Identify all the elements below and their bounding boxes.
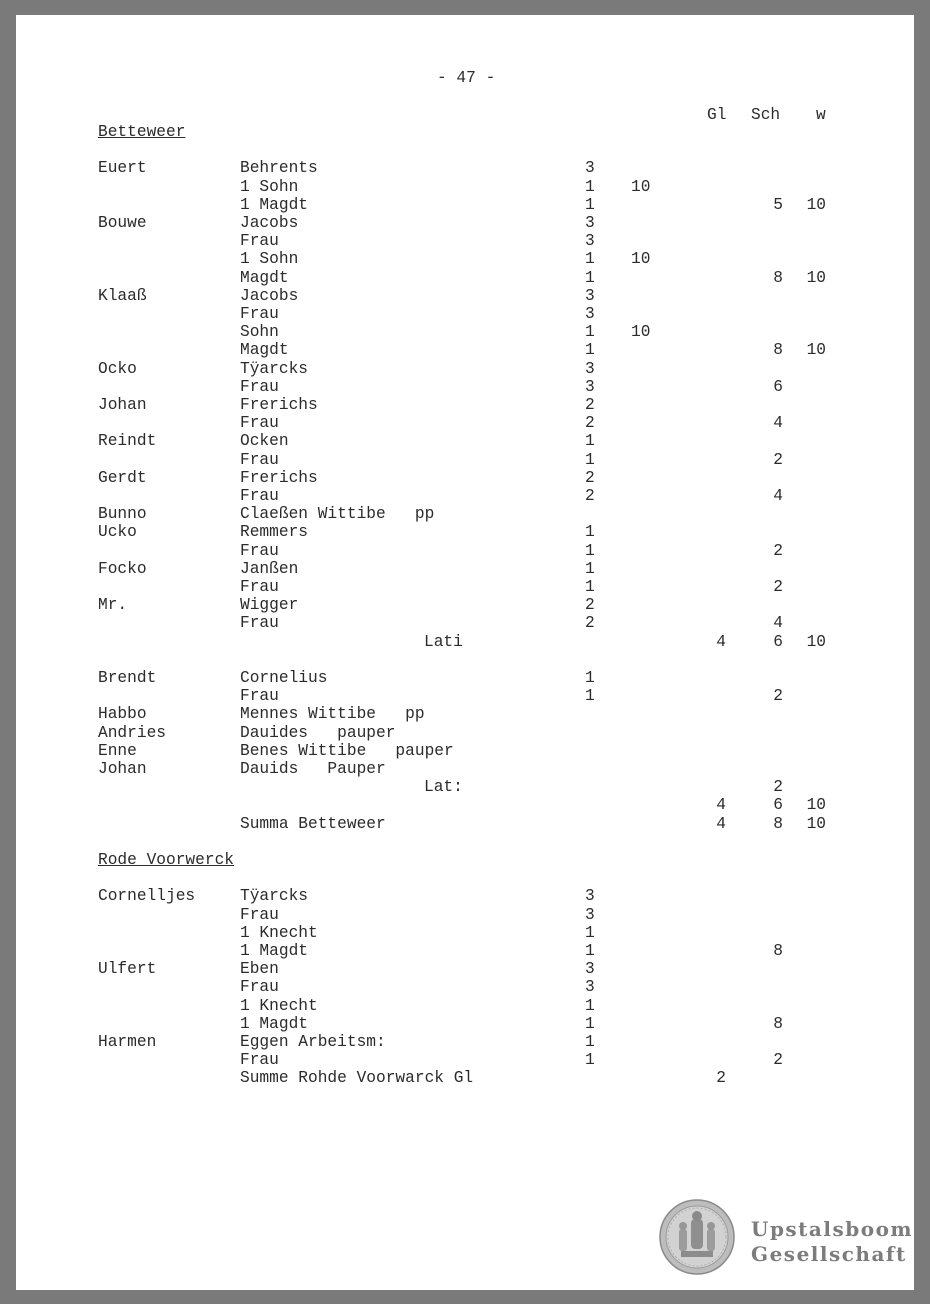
row-name: Eben [240, 960, 279, 979]
row-name: Magdt [240, 341, 289, 360]
row-name: 1 Sohn [240, 250, 299, 269]
row-name: Ocken [240, 432, 289, 451]
row-w: 10 [806, 814, 826, 833]
row-subtotal-label: Lati [424, 632, 463, 651]
row-name: Frau [240, 1051, 279, 1070]
row-first-name: Ocko [98, 359, 137, 378]
row-name: Eggen Arbeitsm: [240, 1033, 386, 1051]
row-name: Frau [240, 487, 279, 505]
row-count: 3 [585, 214, 595, 232]
row-sch: 2 [773, 450, 783, 469]
row-count: 2 [585, 396, 595, 414]
row-first-name: Harmen [98, 1033, 157, 1051]
row-name: Claeßen Wittibe pp [240, 505, 435, 524]
logo-line-2: Gesellschaft [751, 1242, 907, 1266]
row-name: Mennes Wittibe pp [240, 705, 425, 724]
row-count: 1 [585, 177, 595, 196]
row-count: 1 [585, 578, 595, 596]
row-count: 2 [585, 596, 595, 615]
row-count: 1 [585, 559, 595, 578]
row-count: 1 [585, 195, 595, 214]
row-count: 3 [585, 978, 595, 997]
row-first-name: Bouwe [98, 214, 147, 232]
logo-line-1: Upstalsboom [751, 1217, 914, 1241]
row-sch: 2 [773, 541, 783, 560]
row-first-name: Johan [98, 396, 147, 414]
row-count: 2 [585, 487, 595, 505]
row-count: 1 [585, 541, 595, 560]
row-name: 1 Magdt [240, 1014, 308, 1033]
row-name: Janßen [240, 559, 299, 578]
row-name: Benes Wittibe pauper [240, 741, 454, 760]
row-name: Jacobs [240, 214, 299, 232]
row-count: 3 [585, 887, 595, 906]
row-first-name: Bunno [98, 505, 147, 524]
row-first-name: Ucko [98, 523, 137, 542]
row-name: Sohn [240, 323, 279, 342]
col-header-sch: Sch [751, 106, 781, 124]
row-amount: 10 [631, 250, 651, 269]
row-name: Dauids Pauper [240, 760, 386, 778]
row-w: 10 [806, 632, 826, 651]
document-page [16, 15, 914, 1290]
row-name: 1 Knecht [240, 923, 318, 942]
row-gl: 4 [716, 632, 726, 651]
row-sch: 4 [773, 414, 783, 433]
row-count: 3 [585, 159, 595, 178]
row-sch: 8 [773, 814, 783, 833]
row-first-name: Enne [98, 741, 137, 760]
row-name: Frau [240, 305, 279, 323]
page-number: - 47 - [437, 69, 496, 87]
row-name: 1 Magdt [240, 942, 308, 960]
row-count: 3 [585, 377, 595, 396]
row-first-name: Klaaß [98, 286, 147, 305]
section-title: Rode Voorwerck [98, 851, 234, 869]
row-sch: 6 [773, 377, 783, 396]
row-name: Frerichs [240, 396, 318, 414]
row-name: Frau [240, 578, 279, 596]
row-first-name: Mr. [98, 596, 128, 615]
row-first-name: Johan [98, 760, 147, 778]
row-name: Tÿarcks [240, 887, 308, 906]
row-name: Frau [240, 614, 279, 633]
row-count: 1 [585, 250, 595, 269]
row-first-name: Habbo [98, 705, 147, 724]
row-name: Frau [240, 414, 279, 433]
row-name: Cornelius [240, 669, 328, 687]
row-subtotal-label: Lat: [424, 778, 463, 797]
row-first-name: Focko [98, 559, 147, 578]
row-count: 1 [585, 996, 595, 1015]
seal-logo [659, 1199, 735, 1275]
row-sch: 8 [773, 268, 783, 287]
row-first-name: Gerdt [98, 468, 147, 487]
row-name: Magdt [240, 268, 289, 287]
row-first-name: Euert [98, 159, 147, 178]
row-gl: 4 [716, 796, 726, 815]
row-count: 3 [585, 232, 595, 251]
row-name: Dauides pauper [240, 723, 396, 742]
row-name: Frau [240, 978, 279, 997]
row-name: 1 Magdt [240, 195, 308, 214]
row-sch: 6 [773, 796, 783, 815]
row-count: 1 [585, 942, 595, 960]
row-count: 3 [585, 905, 595, 924]
row-w: 10 [806, 796, 826, 815]
row-first-name: Andries [98, 723, 166, 742]
row-name: Frau [240, 232, 279, 251]
row-name: 1 Knecht [240, 996, 318, 1015]
row-count: 3 [585, 359, 595, 378]
row-count: 1 [585, 341, 595, 360]
col-header-w: w [816, 106, 826, 124]
row-first-name: Ulfert [98, 960, 157, 979]
row-count: 1 [585, 432, 595, 451]
row-amount: 10 [631, 323, 651, 342]
row-count: 3 [585, 305, 595, 323]
row-sch: 2 [773, 1051, 783, 1070]
row-sch: 2 [773, 778, 783, 797]
row-count: 1 [585, 669, 595, 687]
row-name: 1 Sohn [240, 177, 299, 196]
row-name: Remmers [240, 523, 308, 542]
row-count: 2 [585, 414, 595, 433]
row-name: Jacobs [240, 286, 299, 305]
row-sch: 2 [773, 578, 783, 596]
row-name: Frau [240, 450, 279, 469]
row-sch: 6 [773, 632, 783, 651]
row-first-name: Cornelljes [98, 887, 196, 906]
row-amount: 10 [631, 177, 651, 196]
row-gl: 2 [716, 1069, 726, 1088]
col-header-gl: Gl [707, 106, 727, 124]
row-sch: 8 [773, 1014, 783, 1033]
row-sch: 8 [773, 942, 783, 960]
row-count: 1 [585, 268, 595, 287]
row-sch: 4 [773, 487, 783, 505]
row-count: 1 [585, 323, 595, 342]
row-name: Wigger [240, 596, 299, 615]
row-count: 1 [585, 1051, 595, 1070]
row-count: 3 [585, 286, 595, 305]
row-first-name: Reindt [98, 432, 157, 451]
row-w: 10 [806, 268, 826, 287]
row-count: 1 [585, 1033, 595, 1051]
row-sch: 4 [773, 614, 783, 633]
row-count: 1 [585, 450, 595, 469]
row-name: Frau [240, 687, 279, 706]
row-count: 2 [585, 468, 595, 487]
row-w: 10 [806, 195, 826, 214]
row-name: Behrents [240, 159, 318, 178]
row-count: 2 [585, 614, 595, 633]
row-count: 1 [585, 923, 595, 942]
row-gl: 4 [716, 814, 726, 833]
row-sch: 8 [773, 341, 783, 360]
section-title: Betteweer [98, 123, 186, 141]
row-sch: 2 [773, 687, 783, 706]
row-name: Tÿarcks [240, 359, 308, 378]
row-count: 3 [585, 960, 595, 979]
row-name: Frerichs [240, 468, 318, 487]
row-count: 1 [585, 523, 595, 542]
row-name: Summe Rohde Voorwarck Gl [240, 1069, 474, 1088]
row-first-name: Brendt [98, 669, 157, 687]
row-name: Frau [240, 377, 279, 396]
row-name: Summa Betteweer [240, 814, 386, 833]
row-name: Frau [240, 905, 279, 924]
row-count: 1 [585, 1014, 595, 1033]
row-sch: 5 [773, 195, 783, 214]
row-count: 1 [585, 687, 595, 706]
row-w: 10 [806, 341, 826, 360]
row-name: Frau [240, 541, 279, 560]
